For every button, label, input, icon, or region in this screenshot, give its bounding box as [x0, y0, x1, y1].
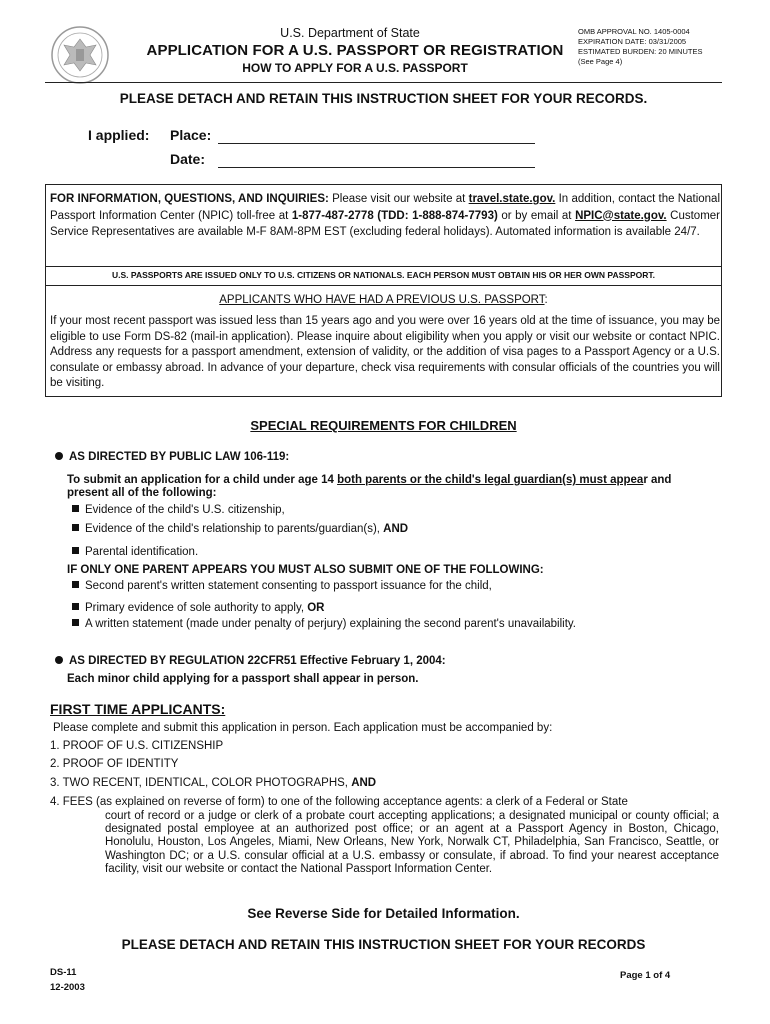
department-name: U.S. Department of State	[280, 26, 420, 40]
fees-lead: 4. FEES	[50, 796, 93, 808]
list-item	[72, 504, 285, 516]
info-divider	[46, 285, 721, 286]
detach-notice: PLEASE DETACH AND RETAIN THIS INSTRUCTION SHEET FOR YOUR RECORDS.	[119, 91, 648, 106]
square-bullet-icon	[72, 505, 79, 512]
detach-notice-bottom: PLEASE DETACH AND RETAIN THIS INSTRUCTION SHEET FOR YOUR RECORDS	[121, 937, 646, 952]
page-number: Page 1 of 4	[620, 970, 671, 981]
date-label: Date:	[170, 151, 206, 167]
bullet-icon	[55, 452, 63, 460]
list-item: 1. PROOF OF U.S. CITIZENSHIP	[50, 740, 224, 752]
info-lead: FOR INFORMATION, QUESTIONS, AND INQUIRIES:	[50, 193, 329, 205]
list-item-text: Evidence of the child's relationship to parents/guardian(s),	[85, 523, 384, 535]
place-field[interactable]	[218, 143, 535, 144]
square-bullet-icon	[72, 619, 79, 626]
omb-line: (See Page 4)	[578, 57, 623, 66]
list-item	[72, 580, 492, 592]
form-number	[50, 965, 85, 995]
regulation-heading	[55, 655, 446, 667]
list-item-text: Second parent's written statement consenting to passport issuance for the child,	[85, 580, 492, 592]
npic-phone: 1-877-487-2778 (TDD: 1-888-874-7793)	[291, 209, 498, 222]
square-bullet-icon	[72, 547, 79, 554]
square-bullet-icon	[72, 603, 79, 610]
info-text: Please visit our website at	[328, 193, 469, 205]
and-word: AND	[351, 777, 377, 789]
previous-heading-colon: :	[544, 294, 548, 306]
submit-underlined: both parents or the child's legal guardian(s) must appea	[337, 474, 644, 486]
previous-passport-heading	[46, 294, 721, 306]
date-field[interactable]	[218, 167, 535, 168]
submit-text: r and	[643, 474, 672, 486]
form-title: APPLICATION FOR A U.S. PASSPORT OR REGISTRATION	[146, 42, 564, 59]
list-item-text: Evidence of the child's U.S. citizenship,	[85, 504, 285, 516]
citizens-notice: U.S. PASSPORTS ARE ISSUED ONLY TO U.S. CITIZENS OR NATIONALS. EACH PERSON MUST OBTAIN HIS OR HER OWN PASSPORT.	[112, 270, 655, 280]
list-item	[72, 523, 408, 535]
email-link[interactable]: NPIC@state.gov.	[575, 209, 667, 222]
bullet-icon	[55, 656, 63, 664]
header-divider	[45, 82, 722, 83]
and-word: AND	[383, 523, 409, 535]
info-text: Customer Service Representatives are available M-F 8AM-8PM EST (excluding federal holidays). Automated information is available 24/7.	[50, 209, 721, 238]
previous-heading-text: APPLICANTS WHO HAVE HAD A PREVIOUS U.S. PASSPORT	[219, 294, 545, 306]
info-divider	[46, 266, 721, 267]
regulation-text: AS DIRECTED BY REGULATION 22CFR51 Effective February 1, 2004:	[69, 655, 446, 667]
omb-line: ESTIMATED BURDEN: 20 MINUTES	[578, 47, 703, 56]
information-paragraph	[50, 191, 720, 241]
i-applied-label: I applied:	[88, 127, 150, 143]
submit-text: present all of the following:	[67, 487, 217, 499]
website-link[interactable]: travel.state.gov.	[468, 193, 556, 205]
list-item-text: 3. TWO RECENT, IDENTICAL, COLOR PHOTOGRAPHS,	[50, 777, 352, 789]
first-time-heading: FIRST TIME APPLICANTS:	[50, 701, 226, 717]
list-item-text: Primary evidence of sole authority to apply,	[85, 602, 308, 614]
list-item	[72, 546, 198, 558]
info-text: In addition, contact the National Passport Information Center (NPIC) toll-free at	[50, 193, 720, 222]
form-subtitle: HOW TO APPLY FOR A U.S. PASSPORT	[242, 61, 468, 75]
public-law-heading	[55, 451, 289, 463]
list-item-text: Parental identification.	[85, 546, 199, 558]
omb-line: OMB APPROVAL NO. 1405-0004	[578, 27, 690, 36]
fees-description: court of record or a judge or clerk of a probate court accepting applications; a designated municipal or county official; a designated postal employee at an authorized post office; or an agent at a Passport Agency in Boston, Chicago, Honolulu, Houston, Los Angeles, Miami, New Orleans, New York, Norwalk CT, Philadelphia, San Francisco, Seattle, or Washington DC; or a U.S. consular official at a U.S. embassy or consulate, if abroad. To find your nearest acceptance facility, visit our website or contact the National Passport Information Center.	[105, 810, 719, 875]
square-bullet-icon	[72, 524, 79, 531]
department-of-state-seal	[50, 25, 110, 85]
place-label: Place:	[170, 127, 212, 143]
public-law-text: AS DIRECTED BY PUBLIC LAW 106-119:	[69, 451, 290, 463]
omb-approval-block	[578, 27, 702, 67]
reverse-side-note: See Reverse Side for Detailed Information.	[247, 906, 520, 921]
submit-instruction	[67, 474, 722, 500]
list-item-text: A written statement (made under penalty of perjury) explaining the second parent's unavailability.	[85, 618, 577, 630]
fees-first-line: (as explained on reverse of form) to one of the following acceptance agents: a clerk of a Federal or State	[96, 796, 628, 808]
children-heading: SPECIAL REQUIREMENTS FOR CHILDREN	[250, 418, 517, 433]
first-time-intro: Please complete and submit this application in person. Each application must be accompanied by:	[53, 722, 553, 734]
previous-passport-paragraph: If your most recent passport was issued less than 15 years ago and you were over 16 years old at the time of issuance, you may be eligible to use Form DS-82 (mail-in application). Please inquire about eligibility when you apply or visit our website or contact NPIC. Address any requests for a passport amendment, extension of validity, or the addition of visa pages to a Passport Agency or a U.S. consulate or embassy abroad. In advance of your departure, check visa requirements with consular officials of the countries you will be visiting.	[50, 315, 720, 389]
list-item	[72, 602, 324, 614]
list-item: 2. PROOF OF IDENTITY	[50, 758, 179, 770]
or-word: OR	[307, 602, 325, 614]
list-item	[72, 618, 576, 630]
omb-line: EXPIRATION DATE: 03/31/2005	[578, 37, 687, 46]
submit-text: To submit an application for a child under age 14	[67, 474, 338, 486]
regulation-detail: Each minor child applying for a passport shall appear in person.	[67, 673, 419, 685]
form-id: DS-11	[50, 967, 77, 978]
one-parent-heading: IF ONLY ONE PARENT APPEARS YOU MUST ALSO SUBMIT ONE OF THE FOLLOWING:	[67, 564, 544, 576]
info-text: or by email at	[497, 209, 576, 222]
square-bullet-icon	[72, 581, 79, 588]
list-item	[50, 777, 376, 789]
form-date: 12-2003	[50, 982, 85, 993]
